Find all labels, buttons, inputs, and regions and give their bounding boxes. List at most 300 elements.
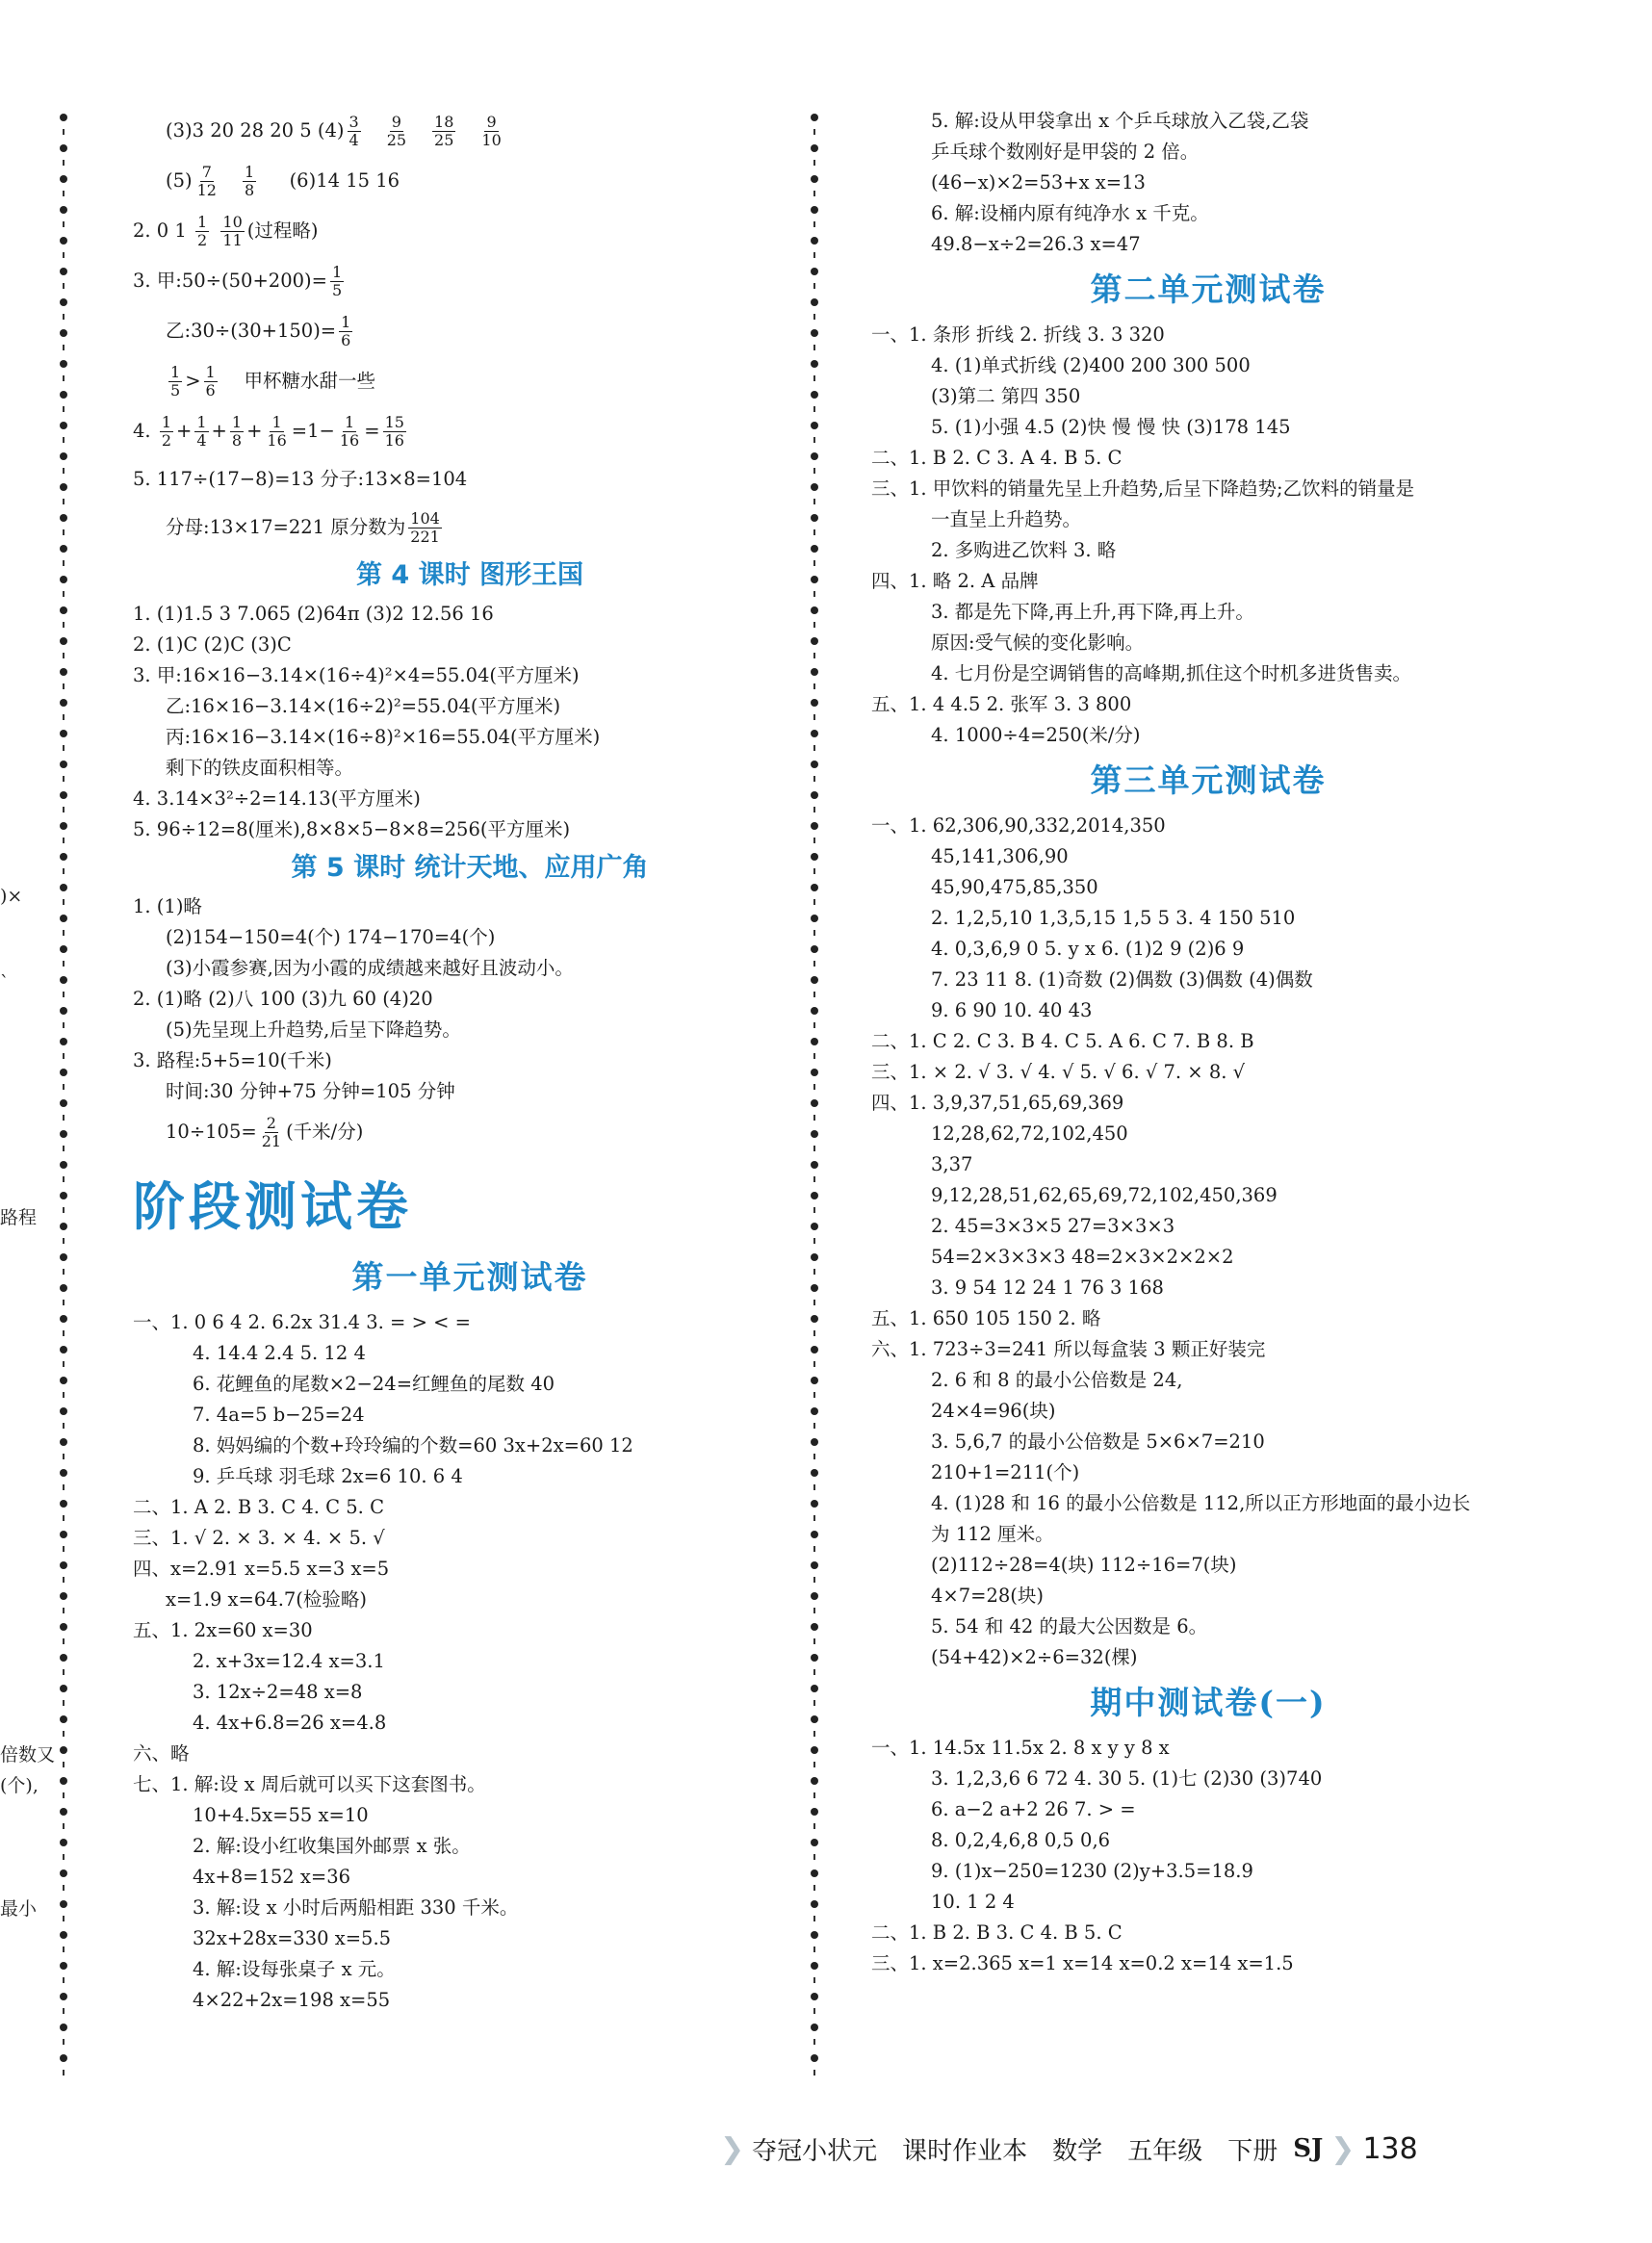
answer-line: 10. 1 2 4 bbox=[931, 1891, 1015, 1913]
answer-text: (3)3 20 28 20 5 (4) bbox=[166, 119, 345, 142]
binding-dot bbox=[60, 1623, 67, 1631]
binding-tick bbox=[813, 1916, 815, 1921]
binding-dot bbox=[811, 298, 818, 306]
fraction bbox=[195, 164, 219, 199]
binding-tick bbox=[813, 868, 815, 874]
answer-line: 24×4=96(块) bbox=[931, 1400, 1056, 1422]
unit-1-title: 第一单元测试卷 bbox=[351, 1258, 588, 1296]
answer-line: 四、1. 3,9,37,51,65,69,369 bbox=[871, 1092, 1124, 1114]
answer-text: =1− bbox=[291, 420, 335, 442]
denominator: 25 bbox=[434, 131, 454, 149]
answer-line bbox=[133, 206, 807, 256]
fraction bbox=[330, 264, 344, 299]
binding-dot bbox=[60, 114, 67, 121]
binding-dot bbox=[811, 699, 818, 707]
answer-line: 5. 117÷(17−8)=13 分子:13×8=104 bbox=[133, 468, 468, 490]
binding-tick bbox=[63, 1854, 65, 1860]
denominator: 8 bbox=[231, 431, 243, 450]
answer-line: 五、1. 4 4.5 2. 张军 3. 3 800 bbox=[871, 693, 1132, 715]
answer-line: 4×22+2x=198 x=55 bbox=[193, 1989, 391, 2011]
midterm-answers bbox=[871, 1733, 1545, 1979]
binding-tick bbox=[813, 622, 815, 628]
binding-dot bbox=[811, 144, 818, 152]
answer-line: 一、1. 条形 折线 2. 折线 3. 3 320 bbox=[871, 323, 1165, 346]
binding-tick bbox=[813, 653, 815, 658]
answer-line: 8. 0,2,4,6,8 0,5 0,6 bbox=[931, 1829, 1111, 1851]
answer-line: 6. a−2 a+2 26 7. > = bbox=[931, 1798, 1136, 1820]
answer-line: 3. 1,2,3,6 6 72 4. 30 5. (1)七 (2)30 (3)740 bbox=[931, 1767, 1323, 1790]
binding-tick bbox=[813, 221, 815, 227]
binding-dot bbox=[811, 1377, 818, 1384]
answer-line: 一、1. 62,306,90,332,2014,350 bbox=[871, 814, 1166, 837]
binding-tick bbox=[813, 1454, 815, 1459]
numerator: 1 bbox=[197, 213, 208, 231]
answer-text: 10÷105= bbox=[166, 1121, 257, 1143]
answer-line: 4. (1)28 和 16 的最小公倍数是 112,所以正方形地面的最小边长 bbox=[931, 1492, 1471, 1514]
answer-line: 6. 花鲤鱼的尾数×2−24=红鲤鱼的尾数 40 bbox=[193, 1373, 555, 1395]
binding-dot bbox=[60, 1284, 67, 1292]
answer-line: 1. (1)1.5 3 7.065 (2)64π (3)2 12.56 16 bbox=[133, 603, 494, 625]
binding-tick bbox=[813, 252, 815, 258]
binding-dot bbox=[60, 1130, 67, 1138]
binding-tick bbox=[63, 1916, 65, 1921]
binding-dot bbox=[811, 391, 818, 399]
binding-tick bbox=[813, 683, 815, 689]
binding-dot bbox=[811, 853, 818, 861]
fraction bbox=[408, 510, 442, 546]
answer-line: 五、1. 2x=60 x=30 bbox=[133, 1619, 313, 1641]
binding-dot bbox=[60, 822, 67, 830]
answer-line: 三、1. √ 2. × 3. × 4. × 5. √ bbox=[133, 1527, 385, 1549]
binding-tick bbox=[63, 1269, 65, 1275]
binding-tick bbox=[63, 191, 65, 196]
binding-dot bbox=[60, 1469, 67, 1477]
answer-line: 五、1. 650 105 150 2. 略 bbox=[871, 1307, 1101, 1329]
answer-text: (6)14 15 16 bbox=[289, 169, 400, 192]
binding-dot bbox=[811, 1993, 818, 2000]
answer-line: 4. 1000÷4=250(米/分) bbox=[931, 724, 1141, 746]
unit-2-answers bbox=[871, 320, 1545, 751]
binding-tick bbox=[63, 1885, 65, 1891]
answer-line: 32x+28x=330 x=5.5 bbox=[193, 1927, 392, 1949]
binding-dot bbox=[60, 237, 67, 245]
binding-tick bbox=[813, 2039, 815, 2045]
fraction bbox=[338, 414, 361, 450]
binding-dot bbox=[811, 761, 818, 768]
stage-test-title: 阶段测试卷 bbox=[133, 1176, 412, 1237]
fraction bbox=[385, 114, 408, 149]
denominator: 2 bbox=[197, 231, 208, 249]
neighbor-fragment: )× bbox=[0, 886, 23, 907]
fraction bbox=[195, 214, 209, 249]
binding-dot bbox=[811, 791, 818, 799]
binding-dot bbox=[60, 1500, 67, 1508]
numerator: 15 bbox=[384, 413, 404, 431]
numerator: 9 bbox=[391, 113, 401, 131]
unit-1-continued bbox=[871, 106, 1545, 260]
answer-line: 3. 都是先下降,再上升,再下降,再上升。 bbox=[931, 601, 1254, 623]
fraction bbox=[265, 414, 288, 450]
binding-dot bbox=[60, 206, 67, 214]
binding-tick bbox=[63, 776, 65, 782]
answer-line: 45,90,475,85,350 bbox=[931, 876, 1098, 898]
binding-tick bbox=[813, 2008, 815, 2014]
binding-tick bbox=[63, 1577, 65, 1583]
numerator: 18 bbox=[434, 113, 454, 131]
answer-line: 一、1. 14.5x 11.5x 2. 8 x y y 8 x bbox=[871, 1737, 1170, 1759]
binding-tick bbox=[63, 1207, 65, 1213]
answer-line: 7. 4a=5 b−25=24 bbox=[193, 1404, 365, 1426]
binding-tick bbox=[63, 1977, 65, 1983]
binding-tick bbox=[813, 1238, 815, 1244]
unit-3-answers bbox=[871, 811, 1545, 1673]
binding-tick bbox=[813, 714, 815, 720]
numerator: 1 bbox=[170, 363, 181, 381]
binding-dot bbox=[811, 1038, 818, 1045]
binding-dot bbox=[811, 1192, 818, 1199]
binding-tick bbox=[63, 838, 65, 843]
binding-tick bbox=[813, 1638, 815, 1644]
answer-line: 6. 解:设桶内原有纯净水 x 千克。 bbox=[931, 202, 1209, 224]
binding-tick bbox=[813, 1947, 815, 1952]
binding-dot bbox=[60, 1192, 67, 1199]
binding-dot bbox=[811, 514, 818, 522]
answer-line: (2)112÷28=4(块) 112÷16=7(块) bbox=[931, 1554, 1237, 1576]
plus-sign: + bbox=[211, 420, 227, 442]
fraction bbox=[339, 314, 352, 349]
binding-tick bbox=[63, 1731, 65, 1737]
binding-dot bbox=[811, 1561, 818, 1569]
binding-dot bbox=[811, 1931, 818, 1939]
answer-line: 9. 6 90 10. 40 43 bbox=[931, 999, 1093, 1021]
binding-tick bbox=[813, 1977, 815, 1983]
binding-tick bbox=[63, 745, 65, 751]
denominator: 21 bbox=[261, 1132, 282, 1150]
binding-dot bbox=[60, 915, 67, 922]
binding-dot bbox=[811, 1253, 818, 1261]
binding-dot bbox=[811, 360, 818, 368]
binding-tick bbox=[63, 1146, 65, 1151]
binding-tick bbox=[63, 1361, 65, 1367]
numerator: 1 bbox=[196, 413, 207, 431]
numerator: 1 bbox=[244, 163, 255, 181]
binding-tick bbox=[813, 1053, 815, 1059]
binding-tick bbox=[63, 345, 65, 350]
binding-dot bbox=[811, 1438, 818, 1446]
binding-dot bbox=[60, 545, 67, 553]
binding-dot bbox=[811, 1007, 818, 1015]
binding-dot bbox=[811, 730, 818, 737]
binding-tick bbox=[63, 1515, 65, 1521]
fraction bbox=[260, 1115, 283, 1150]
binding-tick bbox=[813, 807, 815, 812]
answer-line: 二、1. B 2. C 3. A 4. B 5. C bbox=[871, 447, 1123, 469]
binding-dot bbox=[60, 884, 67, 891]
answer-text: 分母:13×17=221 原分数为 bbox=[166, 516, 406, 538]
answer-line: 乙:16×16−3.14×(16÷2)²=55.04(平方厘米) bbox=[166, 695, 561, 717]
binding-dot bbox=[60, 699, 67, 707]
denominator: 5 bbox=[170, 381, 181, 400]
binding-tick bbox=[813, 1700, 815, 1706]
denominator: 11 bbox=[222, 231, 243, 249]
answer-line: 3. 12x÷2=48 x=8 bbox=[193, 1681, 363, 1703]
binding-dot bbox=[60, 976, 67, 984]
binding-tick bbox=[813, 560, 815, 566]
binding-tick bbox=[63, 1700, 65, 1706]
neighbor-fragment: 倍数又 bbox=[0, 1744, 56, 1766]
binding-dot bbox=[60, 1777, 67, 1785]
binding-dot bbox=[60, 1161, 67, 1169]
answer-line: 四、x=2.91 x=5.5 x=3 x=5 bbox=[133, 1558, 390, 1580]
neighbor-fragment: 路程 bbox=[0, 1207, 38, 1228]
answer-line: 乒乓球个数刚好是甲袋的 2 倍。 bbox=[931, 141, 1200, 163]
binding-dot bbox=[811, 1130, 818, 1138]
answer-text: > bbox=[185, 370, 201, 392]
binding-dot bbox=[811, 822, 818, 830]
binding-dot bbox=[60, 1685, 67, 1692]
binding-dot bbox=[811, 1900, 818, 1908]
unit-3-title: 第三单元测试卷 bbox=[1090, 761, 1327, 799]
fraction-group bbox=[157, 413, 292, 450]
binding-tick bbox=[813, 191, 815, 196]
binding-tick bbox=[63, 1546, 65, 1552]
fraction-group bbox=[193, 163, 278, 199]
answer-line: 为 112 厘米。 bbox=[931, 1523, 1054, 1545]
answer-line: 一、1. 0 6 4 2. 6.2x 31.4 3. = > < = bbox=[133, 1311, 472, 1333]
fraction bbox=[230, 414, 244, 450]
left-column bbox=[133, 106, 807, 2016]
answer-text: 甲杯糖水甜一些 bbox=[244, 370, 376, 392]
binding-tick bbox=[813, 529, 815, 535]
binding-dot bbox=[60, 1531, 67, 1538]
binding-tick bbox=[63, 930, 65, 936]
binding-dot bbox=[811, 1592, 818, 1600]
unit-2-title: 第二单元测试卷 bbox=[1090, 271, 1327, 308]
binding-dot bbox=[60, 1315, 67, 1323]
binding-tick bbox=[63, 961, 65, 967]
binding-tick bbox=[813, 1608, 815, 1613]
binding-tick bbox=[63, 992, 65, 997]
binding-dot bbox=[811, 1962, 818, 1970]
binding-tick bbox=[813, 468, 815, 474]
neighbor-fragment: 最小 bbox=[0, 1898, 38, 1920]
answer-line: 4. (1)单式折线 (2)400 200 300 500 bbox=[931, 354, 1251, 376]
binding-tick bbox=[813, 129, 815, 135]
footer-book: 课时作业本 bbox=[902, 2136, 1028, 2166]
neighbor-fragment: (个), bbox=[0, 1775, 39, 1796]
lesson-5-heading: 第 5 课时 统计天地、应用广角 bbox=[291, 853, 649, 883]
binding-tick bbox=[63, 1638, 65, 1644]
binding-dot bbox=[811, 1869, 818, 1877]
answer-text: 3. 甲:50÷(50+200)= bbox=[133, 270, 327, 292]
binding-dot bbox=[60, 1839, 67, 1846]
binding-tick bbox=[813, 1300, 815, 1305]
binding-tick bbox=[813, 1885, 815, 1891]
answer-line: 4. 3.14×3²÷2=14.13(平方厘米) bbox=[133, 787, 421, 810]
fraction bbox=[432, 114, 455, 149]
binding-dot bbox=[811, 1531, 818, 1538]
footer-subject: 数学 bbox=[1052, 2136, 1103, 2166]
binding-dot bbox=[60, 761, 67, 768]
answer-line: 45,141,306,90 bbox=[931, 845, 1069, 867]
binding-tick bbox=[63, 591, 65, 597]
answer-line: 5. 54 和 42 的最大公因数是 6。 bbox=[931, 1615, 1208, 1637]
answer-line: 四、1. 略 2. A 品牌 bbox=[871, 570, 1039, 592]
binding-dot bbox=[811, 1346, 818, 1354]
denominator: 221 bbox=[410, 528, 440, 546]
binding-tick bbox=[813, 314, 815, 320]
denominator: 16 bbox=[267, 431, 287, 450]
binding-dot bbox=[811, 2054, 818, 2062]
binding-tick bbox=[63, 1762, 65, 1767]
page-footer bbox=[712, 2129, 1418, 2168]
binding-dot bbox=[60, 514, 67, 522]
fraction bbox=[383, 414, 406, 450]
binding-dot bbox=[811, 1284, 818, 1292]
binding-tick bbox=[813, 930, 815, 936]
answer-line bbox=[133, 156, 807, 206]
answer-line: 3,37 bbox=[931, 1153, 973, 1175]
footer-brand: 夺冠小状元 bbox=[752, 2136, 878, 2166]
answer-line: 2. 45=3×3×5 27=3×3×3 bbox=[931, 1215, 1175, 1237]
binding-dot bbox=[811, 915, 818, 922]
plus-sign: + bbox=[176, 420, 193, 442]
binding-tick bbox=[63, 437, 65, 443]
binding-dot bbox=[60, 1993, 67, 2000]
binding-tick bbox=[63, 314, 65, 320]
right-column bbox=[871, 106, 1545, 1979]
binding-dot bbox=[811, 1777, 818, 1785]
binding-tick bbox=[63, 468, 65, 474]
binding-dot bbox=[60, 853, 67, 861]
binding-dot bbox=[811, 1469, 818, 1477]
binding-dot bbox=[811, 1407, 818, 1415]
answer-line: 剩下的铁皮面积相等。 bbox=[166, 757, 354, 779]
answer-line: 54=2×3×3×3 48=2×3×2×2×2 bbox=[931, 1246, 1234, 1268]
binding-tick bbox=[63, 129, 65, 135]
answer-line: 原因:受气候的变化影响。 bbox=[931, 632, 1145, 654]
binding-dot bbox=[60, 1099, 67, 1107]
binding-tick bbox=[813, 1084, 815, 1090]
answer-line: (3)第二 第四 350 bbox=[931, 385, 1081, 407]
binding-tick bbox=[813, 1361, 815, 1367]
binding-tick bbox=[63, 1792, 65, 1798]
answer-line: 2. (1)略 (2)八 100 (3)九 60 (4)20 bbox=[133, 988, 433, 1010]
binding-dot bbox=[811, 1808, 818, 1816]
answer-line bbox=[133, 256, 807, 306]
binding-dot bbox=[811, 1223, 818, 1230]
denominator: 10 bbox=[481, 131, 502, 149]
numerator: 2 bbox=[266, 1114, 276, 1132]
binding-tick bbox=[63, 2008, 65, 2014]
binding-tick bbox=[813, 1176, 815, 1182]
answer-line: 六、略 bbox=[133, 1742, 190, 1765]
answer-text: (过程略) bbox=[246, 219, 319, 242]
binding-tick bbox=[63, 1022, 65, 1028]
binding-tick bbox=[813, 1423, 815, 1429]
binding-tick bbox=[63, 160, 65, 166]
binding-tick bbox=[63, 499, 65, 504]
binding-dot bbox=[60, 1931, 67, 1939]
fraction bbox=[160, 414, 173, 450]
fraction bbox=[220, 214, 244, 249]
answer-line: 5. 96÷12=8(厘米),8×8×5−8×8=256(平方厘米) bbox=[133, 818, 571, 840]
denominator: 5 bbox=[331, 281, 343, 299]
binding-tick bbox=[813, 992, 815, 997]
binding-dot bbox=[60, 268, 67, 275]
binding-dot bbox=[60, 945, 67, 953]
binding-tick bbox=[813, 2070, 815, 2075]
binding-dot bbox=[811, 1161, 818, 1169]
denominator: 25 bbox=[386, 131, 407, 149]
binding-tick bbox=[813, 1484, 815, 1490]
answer-line: (46−x)×2=53+x x=13 bbox=[931, 171, 1146, 193]
binding-tick bbox=[63, 406, 65, 412]
binding-dot bbox=[811, 206, 818, 214]
chevron-right-icon: ❯ bbox=[1330, 2131, 1355, 2166]
binding-dot bbox=[60, 1069, 67, 1076]
binding-tick bbox=[813, 899, 815, 905]
binding-tick bbox=[813, 1269, 815, 1275]
answer-line: 4×7=28(块) bbox=[931, 1585, 1045, 1607]
binding-tick bbox=[813, 499, 815, 504]
binding-tick bbox=[63, 283, 65, 289]
binding-dot bbox=[811, 1099, 818, 1107]
binding-dot bbox=[60, 576, 67, 583]
binding-dot bbox=[60, 2024, 67, 2031]
binding-tick bbox=[813, 1330, 815, 1336]
numerator: 1 bbox=[205, 363, 216, 381]
binding-tick bbox=[813, 345, 815, 350]
answer-line: (5)先呈现上升趋势,后呈下降趋势。 bbox=[166, 1018, 461, 1041]
binding-dot bbox=[60, 2054, 67, 2062]
numerator: 1 bbox=[271, 413, 282, 431]
denominator: 8 bbox=[244, 181, 255, 199]
denominator: 16 bbox=[339, 431, 360, 450]
binding-dot bbox=[60, 1253, 67, 1261]
binding-tick bbox=[63, 1608, 65, 1613]
binding-dot bbox=[811, 1685, 818, 1692]
binding-tick bbox=[813, 1022, 815, 1028]
answer-line: 3. 甲:16×16−3.14×(16÷4)²×4=55.04(平方厘米) bbox=[133, 664, 580, 686]
denominator: 4 bbox=[196, 431, 207, 450]
binding-tick bbox=[63, 807, 65, 812]
binding-dot bbox=[811, 668, 818, 676]
answer-line: 8. 妈妈编的个数+玲玲编的个数=60 3x+2x=60 12 bbox=[193, 1434, 633, 1457]
binding-dot bbox=[60, 1038, 67, 1045]
answer-line: 2. 解:设小红收集国外邮票 x 张。 bbox=[193, 1835, 471, 1857]
answer-text: 4. bbox=[133, 420, 151, 442]
answer-line: 4x+8=152 x=36 bbox=[193, 1866, 351, 1888]
binding-dot bbox=[811, 1623, 818, 1631]
binding-tick bbox=[63, 1300, 65, 1305]
numerator: 7 bbox=[201, 163, 212, 181]
binding-dot bbox=[811, 1654, 818, 1662]
binding-dot bbox=[60, 1346, 67, 1354]
answer-line: 12,28,62,72,102,450 bbox=[931, 1122, 1128, 1145]
binding-tick bbox=[63, 560, 65, 566]
binding-dot bbox=[60, 1654, 67, 1662]
numerator: 9 bbox=[486, 113, 497, 131]
answer-line: 三、1. x=2.365 x=1 x=14 x=0.2 x=14 x=1.5 bbox=[871, 1952, 1294, 1974]
numerator: 1 bbox=[341, 313, 351, 331]
binding-tick bbox=[63, 1823, 65, 1829]
binding-tick bbox=[813, 591, 815, 597]
binding-dot bbox=[60, 1007, 67, 1015]
answer-line: 4. 0,3,6,9 0 5. y x 6. (1)2 9 (2)6 9 bbox=[931, 938, 1245, 960]
numerator: 10 bbox=[222, 213, 243, 231]
binding-dot bbox=[60, 606, 67, 614]
